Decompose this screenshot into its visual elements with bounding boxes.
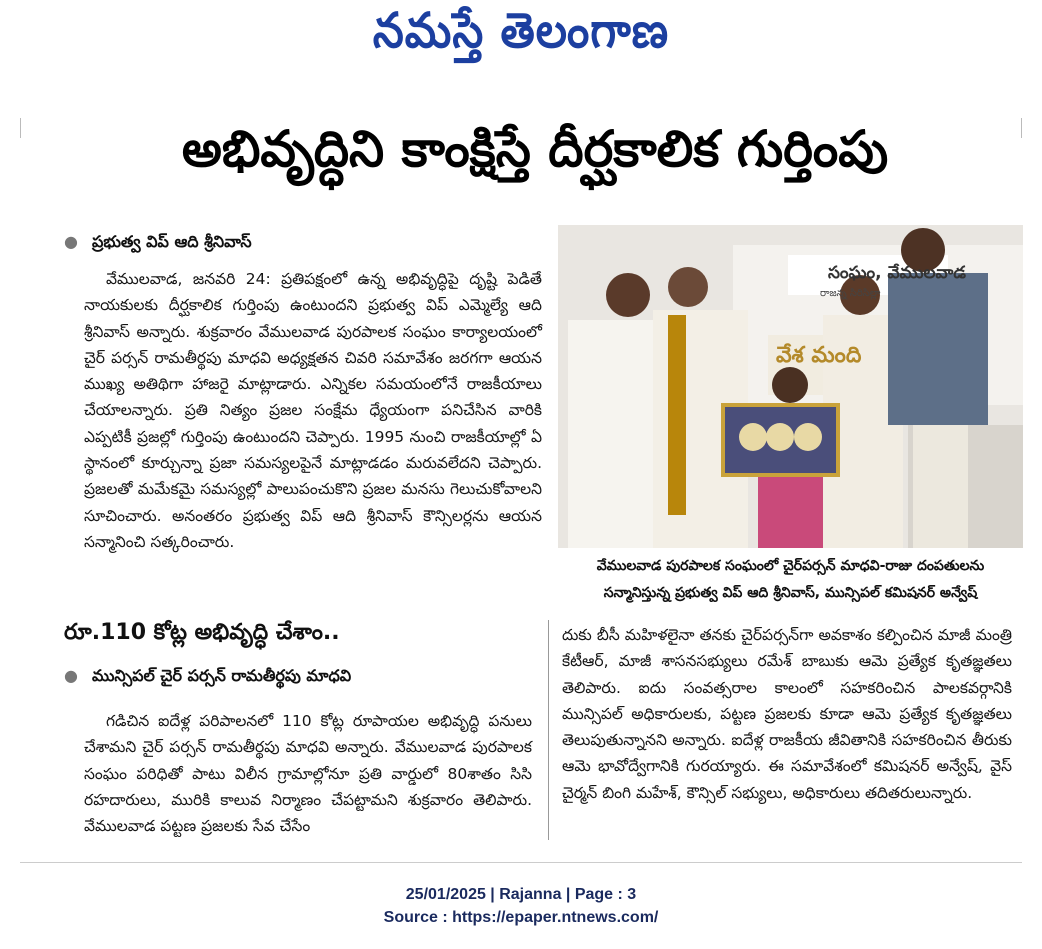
photo-caption — [558, 553, 1023, 607]
photo-banner-text-2: రాజన్న సిరిసిల్లా — [820, 288, 881, 299]
byline-1 — [64, 232, 252, 255]
masthead — [0, 2, 1042, 68]
byline-1-text: ప్రభుత్వ విప్ ఆది శ్రీనివాస్ — [91, 232, 252, 251]
paragraph-1-text: వేములవాడ, జనవరి 24: ప్రతిపక్షంలో ఉన్న అభివృద్ధిపై దృష్టి పెడితే నాయకులకు దీర్ఘకాలిక గుర్తింపు ఉంటుందని ప్రభుత్వ విప్ ఎమ్మెల్యే ఆది శ్రీనివాస్ అన్నారు. శుక్రవారం వేములవాడ పురపాలక సంఘం కార్యాలయంలో చైర్ పర్సన్ రామతీర్థపు మాధవి అధ్యక్షతన చివరి సమావేశం జరగగా ఆయన ముఖ్య అతిథిగా హాజరై మాట్లాడారు. ఎన్నికల సమయంలోనే రాజకీయాలు చేయాలన్నారు. ప్రతి నిత్యం ప్రజల సంక్షేమ ధ్యేయంగా పనిచేసిన వారికి ఎప్పటికీ ప్రజల్లో గుర్తింపు ఉంటుందని చెప్పారు. 1995 నుంచి రాజకీయాల్లో ఏ స్థానంలో కూర్చున్నా ప్రజా సమస్యలపైనే మాట్లాడడం మరువలేదని చెప్పారు. ప్రజలతో మమేకమై సమస్యల్లో పాలుపంచుకొని ప్రజల మనసు గెలుచుకోవాలని సూచించారు. అనంతరం ప్రభుత్వ విప్ ఆది శ్రీనివాస్ కౌన్సిలర్లను ఆయన సన్మానించి సత్కరించారు. — [84, 270, 542, 551]
paragraph-3-text: దుకు బీసీ మహిళలైనా తనకు చైర్‌పర్సన్‌గా అవకాశం కల్పించిన మాజీ మంత్రి కేటీఆర్, మాజీ శాసనసభ్యులు రమేశ్ బాబుకు ఆమె ప్రత్యేక కృతజ్ఞతలు తెలిపారు. ఐదు సంవత్సరాల కాలంలో సహకరించిన పాలకవర్గానికి మున్సిపల్ అధికారులకు, పట్టణ ప్రజలకు కూడా ఆమె ప్రత్యేక కృతజ్ఞతలు తెలుపుతున్నానని అన్నారు. ఐదేళ్ల రాజకీయ జీవితానికి సహకరించిన తీరుకు ఆమె భావోద్వేగానికి గురయ్యారు. ఈ సమావేశంలో కమిషనర్ అన్వేష్, వైస్ చైర్మన్ బింగి మహేశ్, కౌన్సిల్ సభ్యులు, అధికారులు తదితరులున్నారు. — [562, 626, 1012, 802]
bullet-icon: ● — [64, 666, 78, 685]
byline-2-text: మున్సిపల్ చైర్ పర్సన్ రామతీర్థపు మాధవి — [91, 666, 352, 685]
masthead-title: నమస్తే తెలంగాణ — [372, 2, 670, 59]
caption-line-2: సన్మానిస్తున్న ప్రభుత్వ విప్ ఆది శ్రీనివాస్, మున్సిపల్ కమిషనర్ అన్వేష్ — [603, 585, 978, 601]
paragraph-1 — [84, 266, 542, 555]
paragraph-3 — [562, 622, 1012, 806]
caption-line-1: వేములవాడ పురపాలక సంఘంలో చైర్‌పర్సన్ మాధవి-రాజు దంపతులను — [596, 558, 985, 574]
column-divider — [548, 620, 549, 840]
footer-date-line: 25/01/2025 | Rajanna | Page : 3 — [405, 886, 637, 903]
photo-banner-text-1: సంఘం, వేములవాడ — [828, 263, 966, 283]
footer-source-line: Source : https://epaper.ntnews.com/ — [383, 909, 659, 926]
byline-2 — [64, 666, 351, 689]
page-rule-left — [20, 118, 21, 138]
bullet-icon: ● — [64, 232, 78, 251]
headline: అభివృద్ధిని కాంక్షిస్తే దీర్ఘకాలిక గుర్తింపు — [181, 120, 889, 178]
paragraph-2 — [84, 708, 532, 839]
bottom-rule — [20, 862, 1022, 863]
subheading: రూ.110 కోట్ల అభివృద్ధి చేశాం.. — [64, 620, 340, 645]
paragraph-2-text: గడిచిన ఐదేళ్ల పరిపాలనలో 110 కోట్ల రూపాయల అభివృద్ధి పనులు చేశామని చైర్ పర్సన్ రామతీర్థపు మాధవి అన్నారు. వేములవాడ పురపాలక సంఘం పరిధితో పాటు విలీన గ్రామాల్లోనూ ప్రతి వార్డులో 80శాతం సిసి రహదారులు, మురికి కాలువ నిర్మాణం చేపట్టామని శుక్రవారం తెలిపారు. వేములవాడ పట్టణ ప్రజలకు సేవ చేసేం — [84, 712, 532, 836]
news-photo — [558, 225, 1023, 548]
photo-banner-text-3: వేశ మంది — [776, 343, 862, 368]
